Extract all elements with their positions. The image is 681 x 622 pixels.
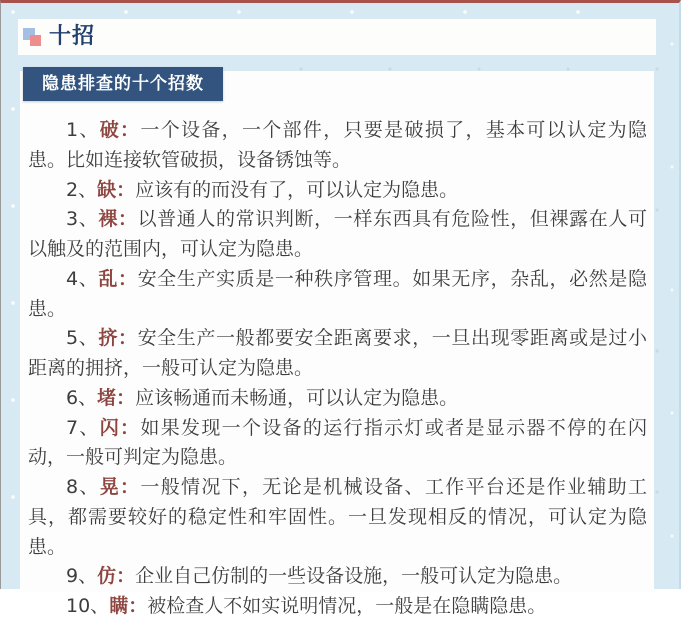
list-item xyxy=(28,384,647,414)
item-number: 9、 xyxy=(66,565,98,588)
list-item xyxy=(28,473,647,562)
pink-square-icon xyxy=(30,35,41,46)
list-item xyxy=(28,265,647,325)
list-item xyxy=(28,324,647,384)
item-keyword: 瞒： xyxy=(109,595,148,617)
item-text: 安全生产实质是一种秩序管理。如果无序，杂乱，必然是隐患。 xyxy=(28,267,647,320)
item-keyword: 裸： xyxy=(98,208,138,231)
item-text: 以普通人的常识判断，一样东西具有危险性，但裸露在人可以触及的范围内，可认定为隐患。 xyxy=(28,208,647,260)
item-keyword: 仿： xyxy=(97,565,136,588)
item-number: 10、 xyxy=(66,595,110,617)
list-item xyxy=(28,116,647,176)
item-text: 应该畅通而未畅通，可以认定为隐患。 xyxy=(135,386,459,409)
item-text: 被检查人不如实说明情况，一般是在隐瞒隐患。 xyxy=(147,595,547,617)
item-number: 7、 xyxy=(66,416,100,439)
list-item xyxy=(28,176,647,206)
item-number: 1、 xyxy=(66,119,100,141)
item-keyword: 挤： xyxy=(98,327,138,350)
item-number: 8、 xyxy=(66,476,100,498)
list-item xyxy=(28,562,647,592)
item-number: 4、 xyxy=(66,267,99,290)
overlapping-squares-icon xyxy=(23,27,43,47)
item-keyword: 缺： xyxy=(97,178,136,201)
list-item xyxy=(28,414,647,474)
item-text: 如果发现一个设备的运行指示灯或者是显示器不停的在闪动，一般可判定为隐患。 xyxy=(28,416,647,469)
item-keyword: 乱： xyxy=(98,267,138,290)
item-text: 一个设备，一个部件，只要是破损了，基本可以认定为隐患。比如连接软管破损，设备锈蚀等。 xyxy=(28,119,647,171)
page-title: 十招 xyxy=(49,24,96,49)
section-badge: 隐患排查的十个招数 xyxy=(23,67,223,101)
item-keyword: 闪： xyxy=(99,416,141,439)
list-item xyxy=(28,205,647,265)
item-keyword: 破： xyxy=(99,119,141,141)
item-text: 企业自己仿制的一些设备设施，一般可认定为隐患。 xyxy=(135,565,573,588)
item-number: 2、 xyxy=(66,178,98,201)
list-item xyxy=(28,592,647,622)
item-number: 3、 xyxy=(66,208,99,231)
item-text: 一般情况下，无论是机械设备、工作平台还是作业辅助工具，都需要较好的稳定性和牢固性。一旦发现相反的情况，可认定为隐患。 xyxy=(28,476,647,558)
item-keyword: 晃： xyxy=(99,476,141,498)
item-number: 5、 xyxy=(66,327,99,350)
item-keyword: 堵： xyxy=(97,386,136,409)
item-text: 安全生产一般都要安全距离要求，一旦出现零距离或是过小距离的拥挤，一般可认定为隐患。 xyxy=(28,327,647,379)
trick-list xyxy=(28,116,647,622)
content-panel xyxy=(20,71,654,617)
item-number: 6、 xyxy=(66,386,98,409)
item-text: 应该有的而没有了，可以认定为隐患。 xyxy=(135,178,459,201)
page-header xyxy=(18,19,656,55)
